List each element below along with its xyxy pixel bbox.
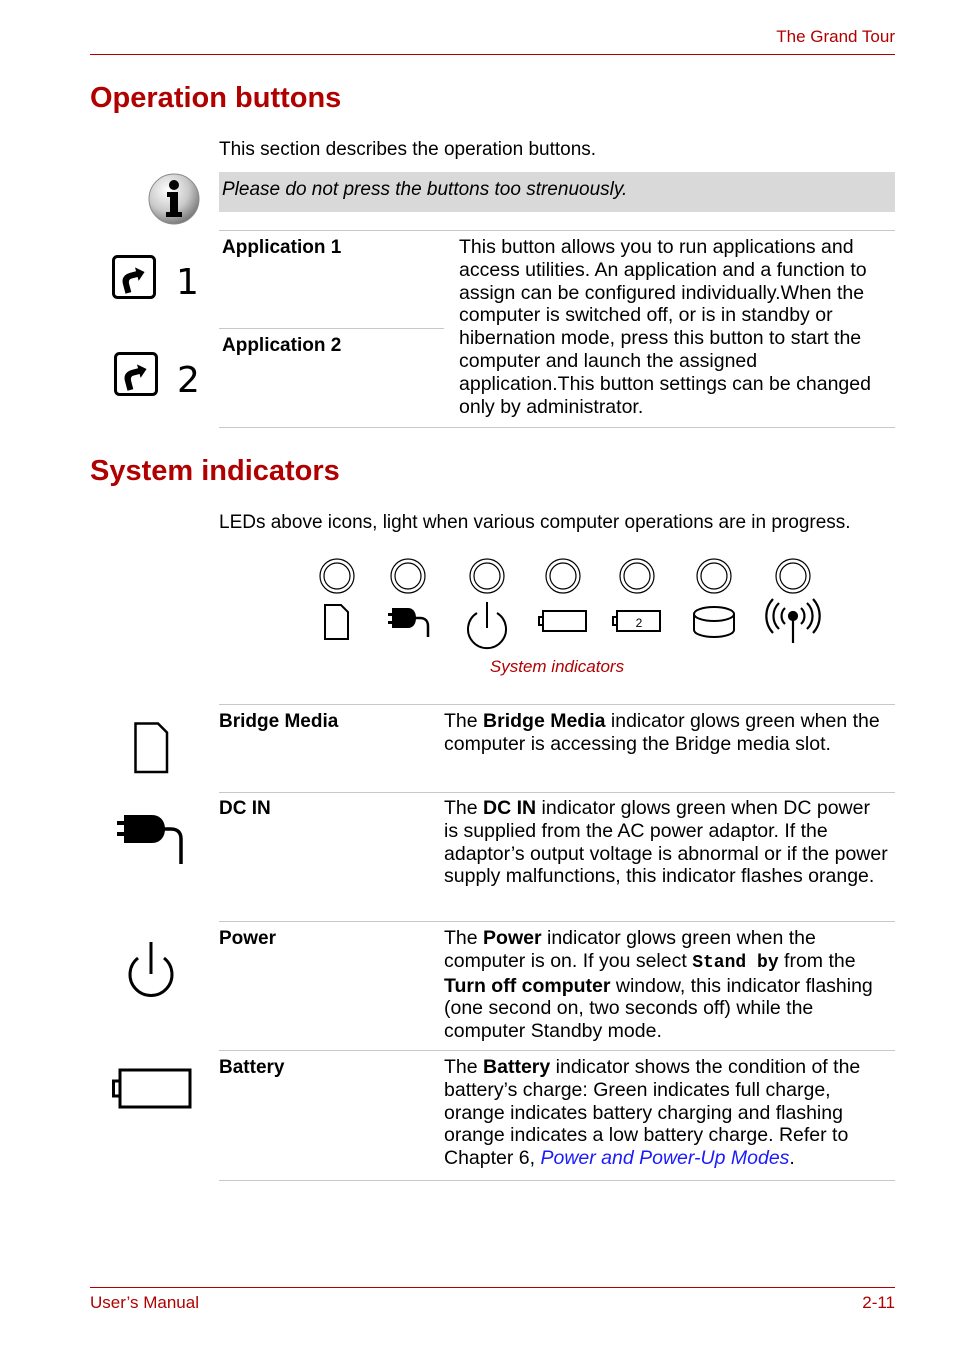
table-rule [219, 704, 895, 705]
info-icon [147, 172, 201, 226]
led-hdd [697, 559, 731, 593]
power-icon [468, 602, 506, 648]
battery-description: The Battery indicator shows the condition of the battery’s charge: Green indicates full charge, orange indicates battery charging and flashing orange indicates a low battery charge. Refer to Chapter 6, Power and Power-Up Modes. [444, 1056, 861, 1170]
bridge-media-icon [134, 722, 170, 774]
operation-buttons-intro: This section describes the operation buttons. [219, 139, 597, 160]
led-power [470, 559, 504, 593]
note-box: Please do not press the buttons too strenuously. [219, 172, 895, 212]
led-battery [546, 559, 580, 593]
led-dc-in [391, 559, 425, 593]
application-buttons-description: This button allows you to run applications and access utilities. An application and a function to assign can be configured individually.When the computer is switched off, or is in standby or hibernation mode, press this button to start the computer and launch the assigned application.This button settings can be changed only by administrator. [459, 236, 871, 418]
application-2-key-number: 2 [177, 360, 200, 401]
led-bridge-media [320, 559, 354, 593]
led-row [320, 559, 810, 593]
bridge-media-description: The Bridge Media indicator glows green when the computer is accessing the Bridge media slot. [444, 710, 880, 755]
application-2-term: Application 2 [222, 335, 342, 356]
battery-icon [539, 611, 586, 631]
bridge-media-icon [325, 605, 348, 639]
led-second-battery [620, 559, 654, 593]
battery-icon [112, 1068, 194, 1112]
power-icon [126, 940, 176, 1002]
second-battery-label: 2 [635, 616, 643, 630]
dc-in-term: DC IN [219, 798, 271, 819]
footer-manual-title: User’s Manual [90, 1293, 199, 1312]
indicator-figure [310, 555, 830, 650]
power-description: The Power indicator glows green when the computer is on. If you select Stand by from the Turn off computer window, this indicator flashing (one second on, two seconds off) while the computer Standby mode. [444, 927, 873, 1043]
table-rule [219, 1180, 895, 1181]
hdd-icon [694, 607, 734, 637]
running-header: The Grand Tour [776, 27, 895, 46]
table-rule [219, 921, 895, 922]
footer-rule [90, 1287, 895, 1288]
table-rule [219, 792, 895, 793]
dc-in-icon [117, 814, 187, 866]
system-indicators-intro: LEDs above icons, light when various computer operations are in progress. [219, 512, 851, 533]
chapter-6-link[interactable]: Power and Power-Up Modes [540, 1147, 790, 1170]
dc-in-description: The DC IN indicator glows green when DC power is supplied from the AC power adaptor. If the adaptor’s output voltage is abnormal or if the power supply malfunctions, this indicator flashes orange. [444, 797, 888, 888]
wireless-icon [766, 599, 819, 643]
row-rule [219, 328, 444, 329]
led-wireless [776, 559, 810, 593]
header-rule [90, 54, 895, 55]
power-term: Power [219, 928, 277, 949]
table-rule [219, 427, 895, 428]
dc-in-icon [388, 608, 428, 637]
table-rule [219, 1050, 895, 1051]
battery-term: Battery [219, 1057, 285, 1078]
section-heading-operation-buttons: Operation buttons [90, 82, 342, 114]
table-rule [219, 230, 895, 231]
page-number: 2-11 [862, 1293, 895, 1312]
application-1-term: Application 1 [222, 237, 342, 258]
section-heading-system-indicators: System indicators [90, 455, 340, 487]
application-1-key-number: 1 [176, 262, 199, 303]
figure-caption: System indicators [489, 657, 625, 676]
bridge-media-term: Bridge Media [219, 711, 339, 732]
